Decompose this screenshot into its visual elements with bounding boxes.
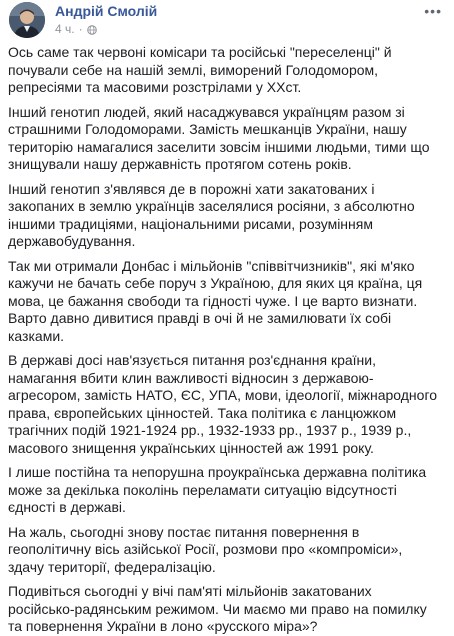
post-paragraph: Інший генотип з'являвся де в порожні хати закатованих і закопаних в землю українців заселялися росіяни, з абсолютно іншими традиціями, національними рисами, розумінням державобудування. xyxy=(8,180,415,249)
post-paragraph: В державі досі нав'язується питання роз'єднання країни, намагання вбити клин важливості відносин з державою-агресором, замість НАТО, ЄС, УПА, мови, ідеології, міжнародного права, європейських цінностей. Така політика є ланцюжком трагічних подій 1921-1924 рр., 1932-1933 рр., 1937 р., 1939 р., масового знищення українських цінностей аж 1991 року. xyxy=(8,352,438,456)
post-meta xyxy=(55,22,97,36)
post-header xyxy=(8,0,454,42)
post-paragraph: І лише постійна та непорушна проукраїнська державна політика може за декілька поколінь переламати ситуацію відсутності єдності в державі. xyxy=(8,464,427,515)
meta-separator: · xyxy=(78,22,83,36)
avatar[interactable] xyxy=(9,2,45,38)
post-paragraph: Ось саме так червоні комісари та російські "переселенці" й почували себе на нашій землі, виморений Голодомором, репресіями та масовими розстрілами у XXст. xyxy=(8,44,392,95)
globe-icon xyxy=(87,24,97,34)
post-paragraph: Так ми отримали Донбас і мільйонів "співвітчизників", які м'яко кажучи не бачать себе поруч з Україною, для яких ця країна, ця мова, це бажання свободи та гідності чуже. І це варто визнати. Варто давно дивитися правді в очі й не замилювати їх собі казками. xyxy=(8,257,423,344)
post-paragraph: На жаль, сьогодні знову постає питання повернення в геополітичну вісь азійської Росії, розмови про «компроміси», здачу території, федералізацію. xyxy=(8,523,403,575)
post-paragraph: Подивіться сьогодні у вічі пам'яті мільйонів закатованих російсько-радянським режимом. Чи маємо ми право на помилку та повернення України в лоно «русского міра»? xyxy=(8,583,427,634)
post-body xyxy=(8,44,454,636)
post-paragraph: Інший генотип людей, який насаджувався українцям разом зі страшними Голодоморами. Замість мешканців України, нашу територію намагалися заселити зовсім іншими людьми, тими що знищували нашу державність протягом сотень років. xyxy=(8,103,430,172)
author-name-link[interactable]: Андрій Смолій xyxy=(55,3,158,19)
more-options-icon[interactable]: ••• xyxy=(424,3,442,19)
post-timestamp[interactable]: 4 ч. xyxy=(55,22,75,36)
avatar-image xyxy=(9,2,45,38)
